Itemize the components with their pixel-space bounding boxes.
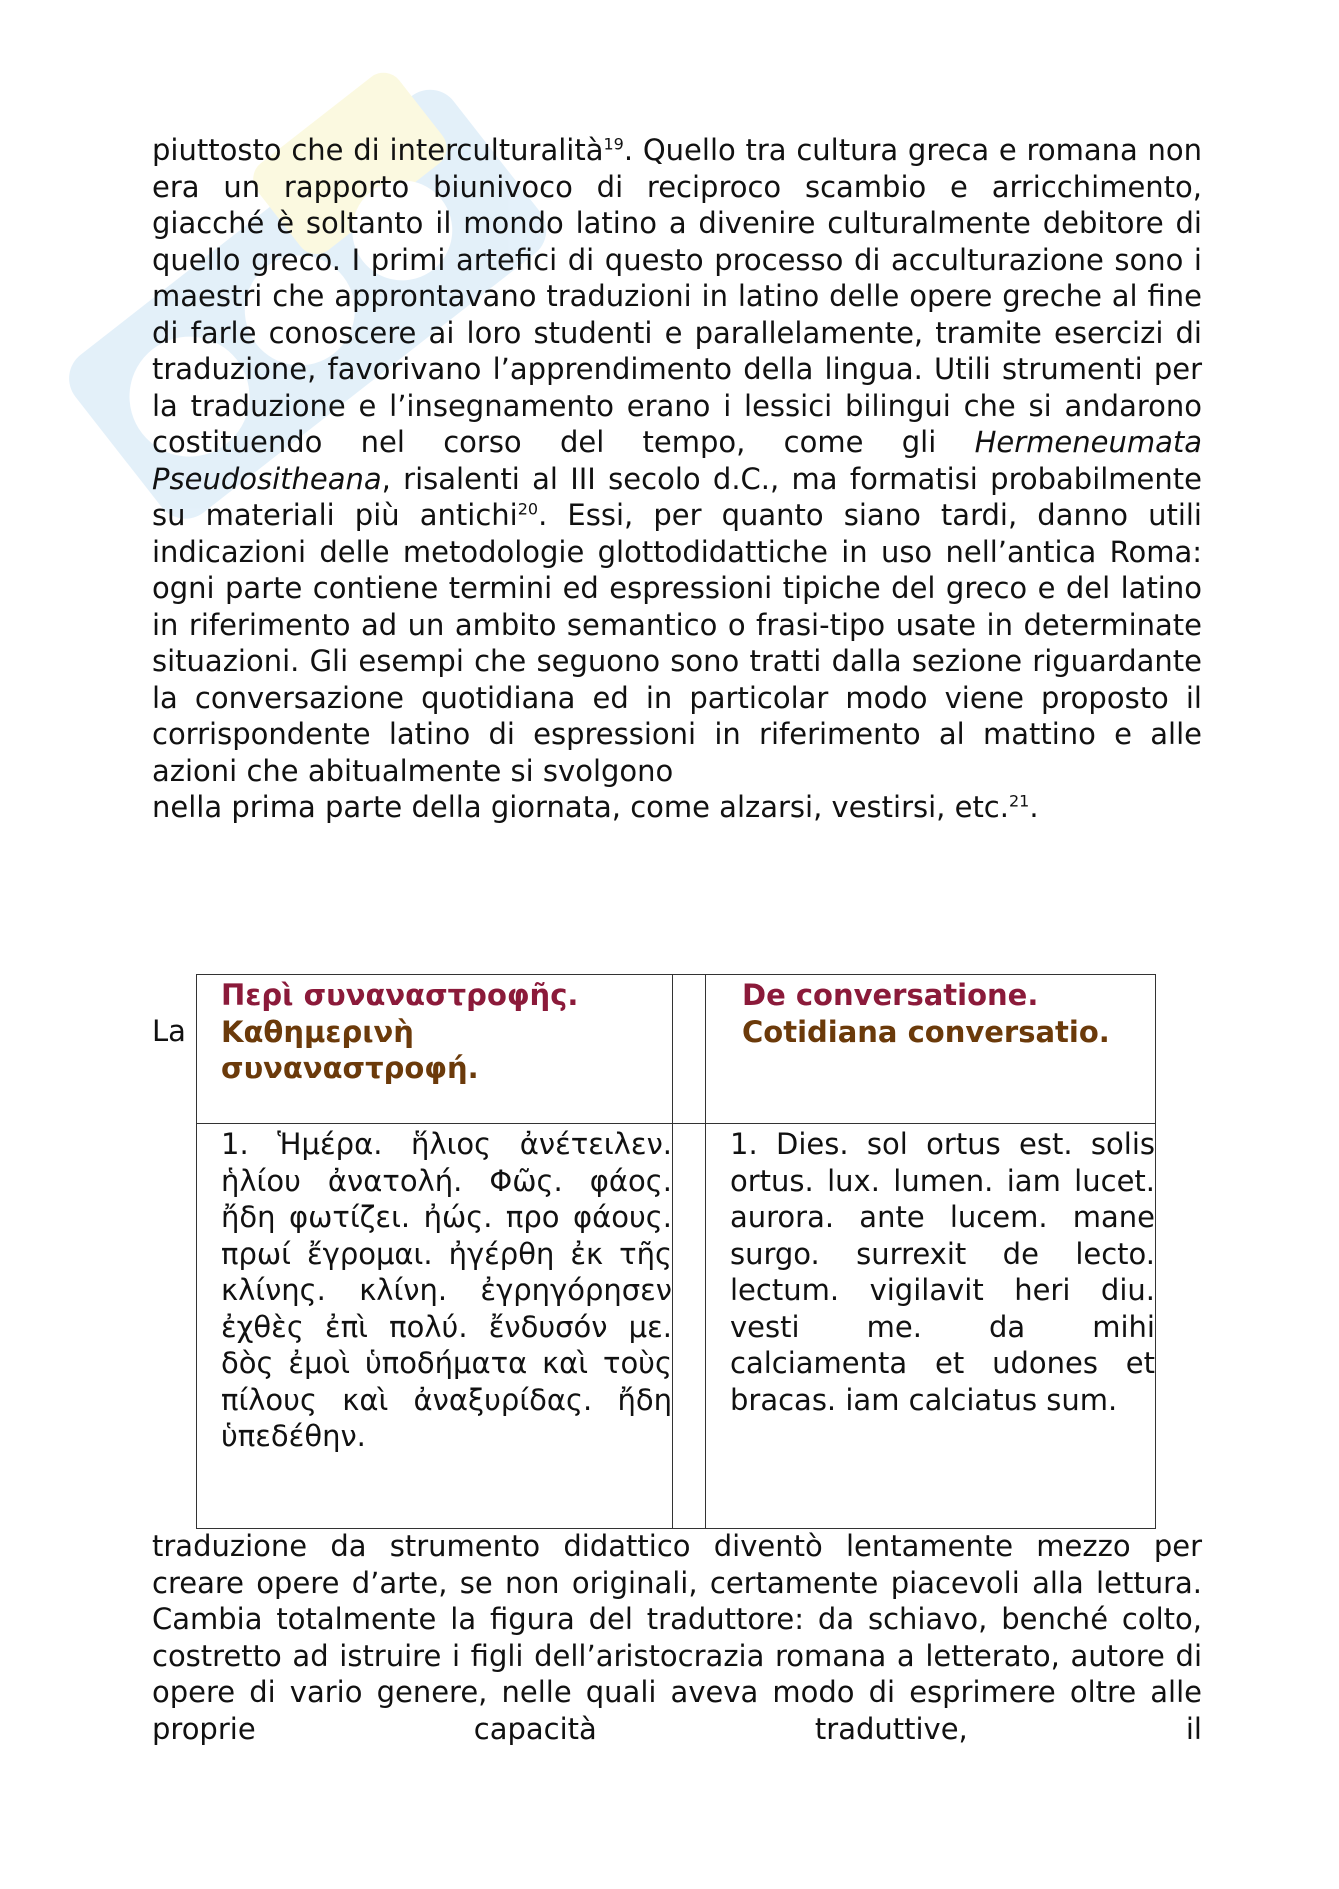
p1-last-line [152,789,1202,826]
footnote-19[interactable]: 19 [603,134,624,154]
footnote-20[interactable]: 20 [517,499,539,519]
latin-text: 1. Dies. sol ortus est. solis ortus. lux. lumen. iam lucet. aurora. ante lucem. mane surgo. surrexit de lecto. lectum. vigilavit heri diu. vesti me. da mihi calciamenta et udones et bracas. iam calciatus sum. [730,1127,1155,1417]
greek-heading-cell [197,975,673,1124]
p1-last-line-text: nella prima parte della giornata, come alzarsi, vestirsi, etc. [152,790,1009,824]
greek-text-cell [197,1124,673,1529]
greek-text: 1. Ἡμέρα. ἥλιος ἀνέτειλεν. ἡλίου ἀνατολή. Φῶς. φάος. ἤδη φωτίζει. ἠώς. προ φάους. πρωί ἔγρομαι. ἠγέρθη ἐκ τῆς κλίνης. κλίνη. ἐγρηγόρησεν ἐχθὲς ἐπὶ πολύ. ἔνδυσόν με. δὸς ἐμοὶ ὑποδήματα καὶ τοὺς πίλους καὶ ἀναξυρίδας. ἤδη ὑπεδέθην. [221,1127,672,1453]
la-word: La [152,1014,186,1048]
latin-text-cell [706,1124,1156,1529]
footnote-21[interactable]: 21 [1008,791,1030,811]
bilingual-table [196,974,1156,1529]
greek-heading-2: Καθημερινὴ συναναστροφή. [221,1014,479,1085]
paragraph-2: traduzione da strumento didattico diventò lentamente mezzo per creare opere d’arte, se non originali, certamente piacevoli alla lettura. Cambia totalmente la figura del traduttore: da schiavo, benché colto, costretto ad istruire i figli dell’aristocrazia romana a letterato, autore di opere di vario genere, nelle quali aveva modo di esprimere oltre alle proprie capacità traduttive, il [152,1529,1202,1746]
latin-heading-1: De conversatione. [742,978,1039,1012]
latin-heading-2: Cotidiana conversatio. [742,1014,1110,1049]
p1-italic-title: Hermeneumata Pseudositheana [152,425,1202,496]
table-header-row [197,975,1156,1124]
p1-end: . [1029,790,1039,824]
greek-heading-1: Περὶ συναναστροφῆς. [221,978,579,1012]
latin-heading-cell [706,975,1156,1124]
table-body-row [197,1124,1156,1529]
gap-cell-body [673,1124,706,1529]
p1-seg4: . Essi, per quanto siano tardi, danno utili indicazioni delle metodologie glottodidattiche in uso nell’antica Roma: ogni parte contiene termini ed espressioni tipiche del greco e del latino in riferimento ad un ambito semantico o frasi-tipo usate in determinate situazioni. Gli esempi che seguono sono tratti dalla sezione riguardante la conversazione quotidiana ed in particolar modo viene proposto il corrispondente latino di espressioni in riferimento al mattino e alle azioni che abitualmente si svolgono [152,498,1202,788]
p1-seg1: piuttosto che di interculturalità [152,133,604,167]
paragraph-1 [152,132,1202,826]
gap-cell [673,975,706,1124]
p1-seg3: , risalenti al III secolo d.C., ma formatisi probabilmente su materiali più antichi [152,461,1202,532]
p1-seg2: . Quello tra cultura greca e romana non era un rapporto biunivoco di reciproco scambio e arricchimento, giacché è soltanto il mondo latino a divenire culturalmente debitore di quello greco. I primi artefici di questo processo di acculturazione sono i maestri che approntavano traduzioni in latino delle opere greche al fine di farle conoscere ai loro studenti e parallelamente, tramite esercizi di traduzione, favorivano l’apprendimento della lingua. Utili strumenti per la traduzione e l’insegnamento erano i lessici bilingui che si andarono costituendo nel corso del tempo, come gli [152,133,1203,459]
